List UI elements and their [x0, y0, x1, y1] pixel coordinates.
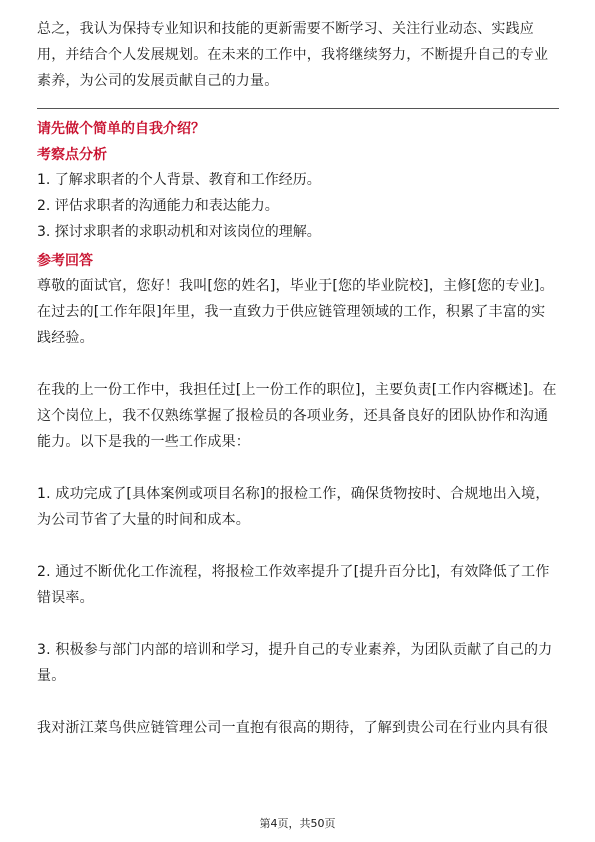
document-page [37, 16, 559, 741]
answer-heading: 参考回答 [37, 253, 93, 269]
paragraph-gap [37, 611, 559, 637]
answer-paragraph: 在我的上一份工作中，我担任过[上一份工作的职位]，主要负责[工作内容概述]。在这个岗位上，我不仅熟练掌握了报检员的各项业务，还具备良好的团队协作和沟通能力。以下是我的一些工作成果： [37, 382, 557, 450]
analysis-item: 1. 了解求职者的个人背景、教育和工作经历。 [37, 172, 321, 188]
paragraph-gap [37, 351, 559, 377]
answer-paragraph: 尊敬的面试官，您好！我叫[您的姓名]，毕业于[您的毕业院校]，主修[您的专业]。在过去的[工作年限]年里，我一直致力于供应链管理领域的工作，积累了丰富的实践经验。 [37, 278, 554, 346]
analysis-heading: 考察点分析 [37, 147, 107, 163]
answer-paragraph: 1. 成功完成了[具体案例或项目名称]的报检工作，确保货物按时、合规地出入境，为公司节省了大量的时间和成本。 [37, 486, 550, 528]
paragraph-gap [37, 533, 559, 559]
analysis-item: 2. 评估求职者的沟通能力和表达能力。 [37, 198, 279, 214]
answer-paragraph: 2. 通过不断优化工作流程，将报检工作效率提升了[提升百分比]，有效降低了工作错误率。 [37, 564, 550, 606]
paragraph-gap [37, 689, 559, 715]
section-divider [37, 108, 559, 109]
analysis-item: 3. 探讨求职者的求职动机和对该岗位的理解。 [37, 224, 321, 240]
paragraph-gap [37, 455, 559, 481]
answer-paragraph: 我对浙江菜鸟供应链管理公司一直抱有很高的期待，了解到贵公司在行业内具有很 [37, 720, 549, 736]
page-number: 第4页，共50页 [259, 817, 336, 830]
answer-paragraph: 3. 积极参与部门内部的培训和学习，提升自己的专业素养，为团队贡献了自己的力量。 [37, 642, 553, 684]
question-title: 请先做个简单的自我介绍？ [37, 121, 205, 137]
intro-paragraph: 总之，我认为保持专业知识和技能的更新需要不断学习、关注行业动态、实践应用，并结合个人发展规划。在未来的工作中，我将继续努力，不断提升自己的专业素养，为公司的发展贡献自己的力量。 [37, 21, 549, 89]
